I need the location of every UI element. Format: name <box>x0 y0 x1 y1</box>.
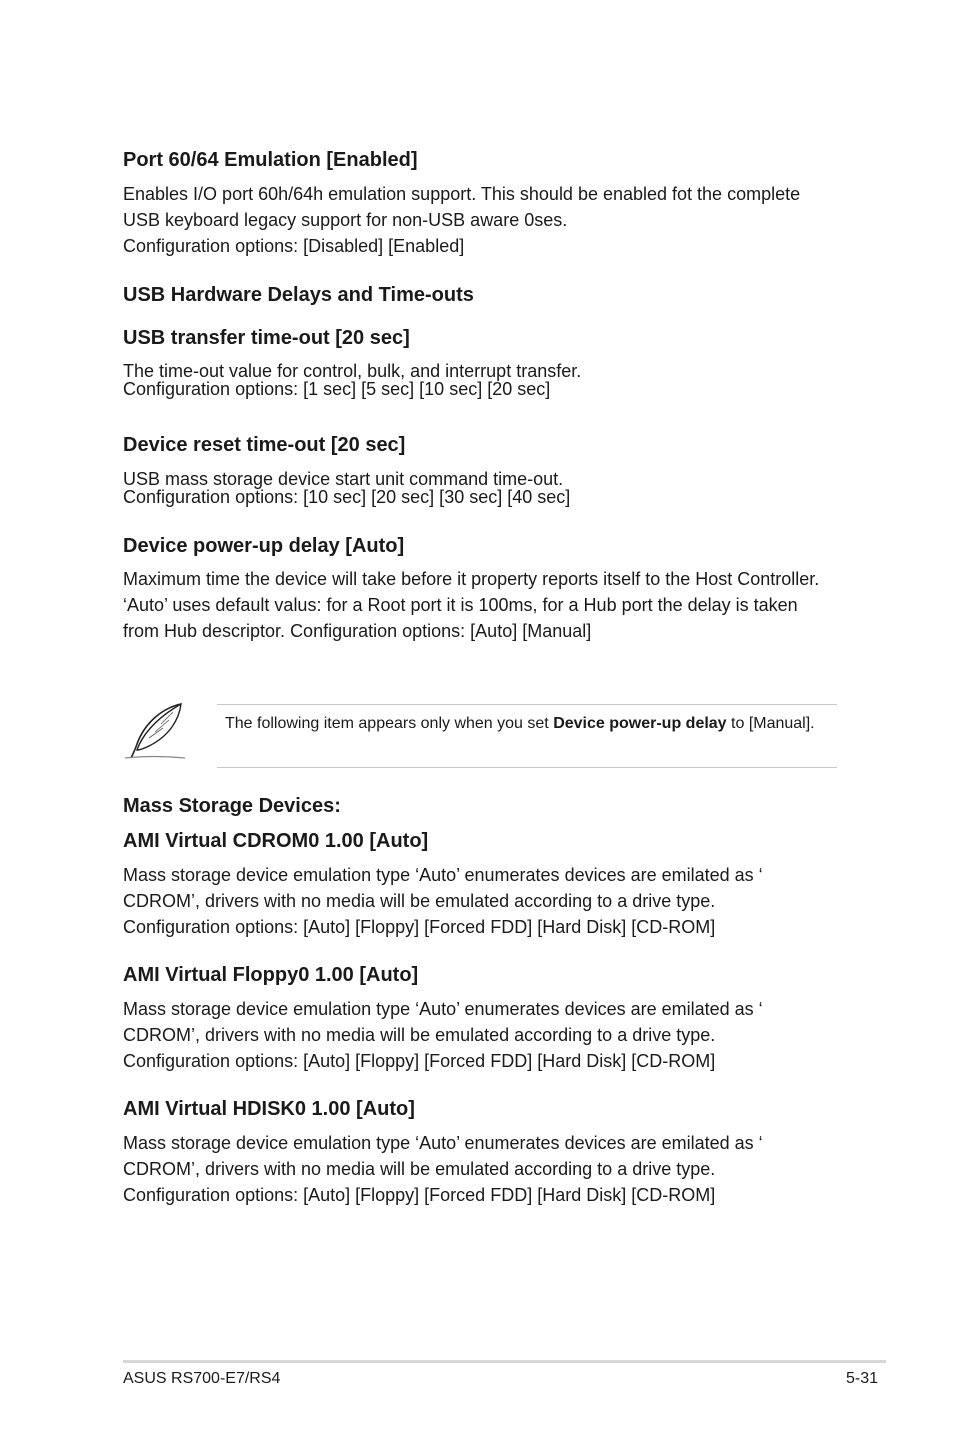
note-text <box>225 712 825 735</box>
heading-cdrom: AMI Virtual CDROM0 1.00 [Auto] <box>123 830 429 852</box>
note-text-before: The following item appears only when you set <box>225 715 554 732</box>
heading-mass-storage: Mass Storage Devices: <box>123 795 341 817</box>
text-floppy: Mass storage device emulation type ‘Auto’ enumerates devices are emilated as ‘ CDROM’, drivers with no media will be emulated according to a drive type. <box>123 999 763 1045</box>
heading-device-reset: Device reset time-out [20 sec] <box>123 434 406 456</box>
footer-page-number: 5-31 <box>846 1370 879 1387</box>
text-port-emulation: Enables I/O port 60h/64h emulation support. This should be enabled fot the complete USB keyboard legacy support for non-USB aware 0ses. <box>123 184 801 230</box>
feather-pen-icon <box>123 700 187 764</box>
heading-usb-delays: USB Hardware Delays and Time-outs <box>123 284 474 306</box>
config-port-emulation: Configuration options: [Disabled] [Enabled] <box>123 236 465 256</box>
config-device-reset: Configuration options: [10 sec] [20 sec] [30 sec] [40 sec] <box>123 487 571 507</box>
note-box <box>217 704 837 768</box>
heading-usb-transfer: USB transfer time-out [20 sec] <box>123 327 410 349</box>
heading-power-up-delay: Device power-up delay [Auto] <box>123 535 405 557</box>
config-usb-transfer: Configuration options: [1 sec] [5 sec] [10 sec] [20 sec] <box>123 379 551 399</box>
text-cdrom: Mass storage device emulation type ‘Auto’ enumerates devices are emilated as ‘ CDROM’, drivers with no media will be emulated according to a drive type. <box>123 865 763 911</box>
footer-divider <box>123 1360 886 1363</box>
config-hdisk: Configuration options: [Auto] [Floppy] [Forced FDD] [Hard Disk] [CD-ROM] <box>123 1185 716 1205</box>
text-usb-transfer: The time-out value for control, bulk, and interrupt transfer. <box>123 361 582 381</box>
note-text-bold: Device power-up delay <box>553 715 727 732</box>
heading-floppy: AMI Virtual Floppy0 1.00 [Auto] <box>123 964 419 986</box>
footer-product: ASUS RS700-E7/RS4 <box>123 1370 281 1387</box>
note-text-after: to [Manual]. <box>726 715 815 732</box>
config-floppy: Configuration options: [Auto] [Floppy] [Forced FDD] [Hard Disk] [CD-ROM] <box>123 1051 716 1071</box>
config-cdrom: Configuration options: [Auto] [Floppy] [Forced FDD] [Hard Disk] [CD-ROM] <box>123 917 716 937</box>
text-hdisk: Mass storage device emulation type ‘Auto’ enumerates devices are emilated as ‘ CDROM’, drivers with no media will be emulated according to a drive type. <box>123 1133 763 1179</box>
text-device-reset: USB mass storage device start unit command time-out. <box>123 469 564 489</box>
heading-hdisk: AMI Virtual HDISK0 1.00 [Auto] <box>123 1098 415 1120</box>
text-power-up-delay: Maximum time the device will take before it property reports itself to the Host Controller. ‘Auto’ uses default valus: for a Root port it is 100ms, for a Hub port the delay is taken from Hub descriptor. Configuration options: [Auto] [Manual] <box>123 569 820 641</box>
heading-port-emulation: Port 60/64 Emulation [Enabled] <box>123 149 418 171</box>
